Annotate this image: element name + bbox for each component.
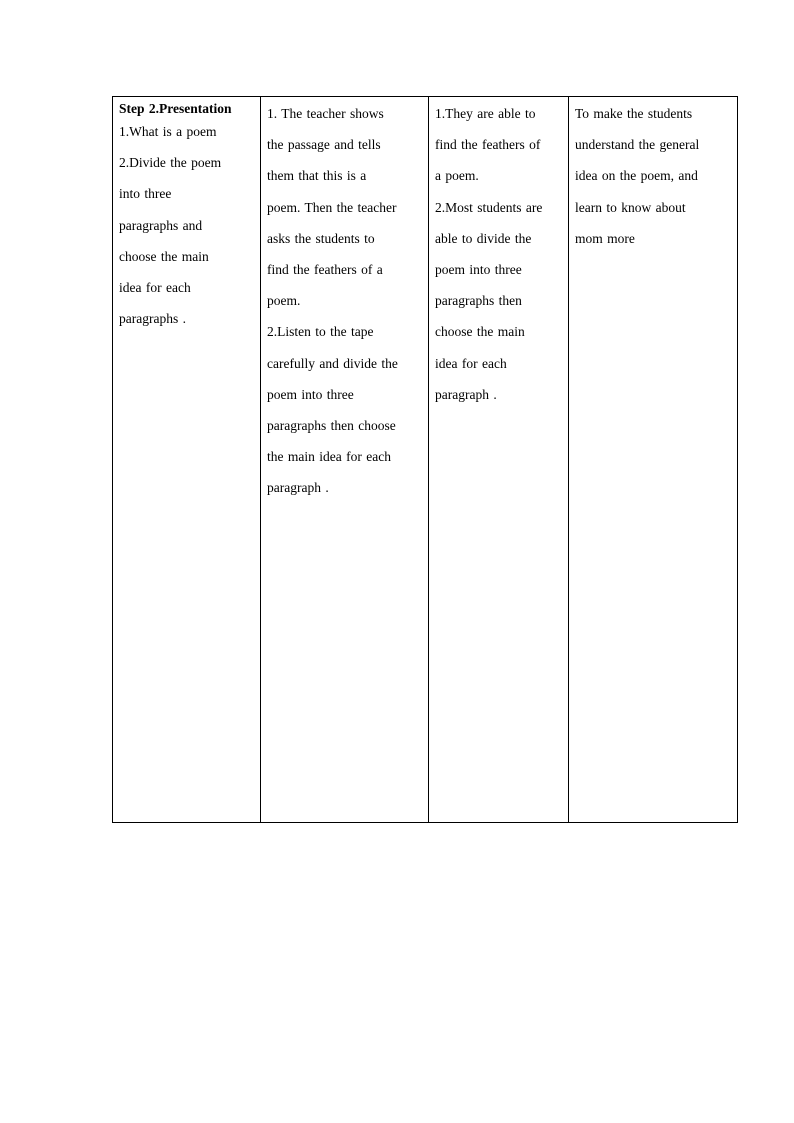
student-activity-line: poem into three [435, 262, 522, 278]
student-activity-line: 1.They are able to [435, 106, 536, 121]
procedure-line: into three [119, 186, 172, 202]
procedure-lines [119, 116, 254, 334]
lesson-plan-table [112, 96, 738, 823]
teacher-activity-line: them that this is a [267, 168, 367, 184]
teacher-activity-line: 1. The teacher shows [267, 106, 384, 121]
teacher-activity-line: poem. Then the teacher [267, 199, 397, 215]
teacher-activity-lines [267, 97, 422, 504]
procedure-cell [113, 97, 261, 823]
student-activity-line: choose the main [435, 324, 525, 340]
teacher-activity-line: carefully and divide the [267, 355, 398, 371]
purpose-line: learn to know about [575, 199, 686, 215]
procedure-line: 1.What is a poem [119, 124, 217, 139]
teacher-activity-line: the main idea for each [267, 449, 391, 465]
procedure-line: idea for each [119, 280, 191, 296]
procedure-line: paragraphs and [119, 217, 203, 233]
student-activity-line: paragraph . [435, 386, 497, 402]
procedure-line: 2.Divide the poem [119, 155, 222, 171]
purpose-line: To make the students [575, 106, 693, 121]
teacher-activity-line: the passage and tells [267, 137, 381, 153]
teacher-activity-line: find the feathers of a [267, 262, 383, 278]
purpose-line: understand the general [575, 137, 700, 153]
teacher-activity-line: paragraph . [267, 480, 329, 496]
student-activity-line: paragraphs then [435, 293, 522, 309]
teacher-activity-line: asks the students to [267, 230, 375, 246]
student-activity-line: 2.Most students are [435, 199, 543, 215]
purpose-line: mom more [575, 230, 635, 246]
purpose-line: idea on the poem, and [575, 168, 698, 184]
purpose-cell [569, 97, 738, 823]
teacher-activity-cell [261, 97, 429, 823]
table-row [113, 97, 738, 823]
student-activity-line: able to divide the [435, 230, 532, 246]
purpose-lines [575, 97, 731, 254]
student-activity-lines [435, 97, 562, 410]
teacher-activity-line: paragraphs then choose [267, 418, 396, 434]
step-title: Step 2.Presentation [119, 101, 232, 116]
student-activity-line: idea for each [435, 355, 507, 371]
teacher-activity-line: poem into three [267, 386, 354, 402]
student-activity-line: find the feathers of [435, 137, 541, 153]
teacher-activity-line: 2.Listen to the tape [267, 324, 374, 340]
procedure-line: choose the main [119, 248, 209, 264]
student-activity-cell [429, 97, 569, 823]
student-activity-line: a poem. [435, 168, 479, 184]
teacher-activity-line: poem. [267, 293, 301, 309]
procedure-line: paragraphs . [119, 311, 186, 327]
